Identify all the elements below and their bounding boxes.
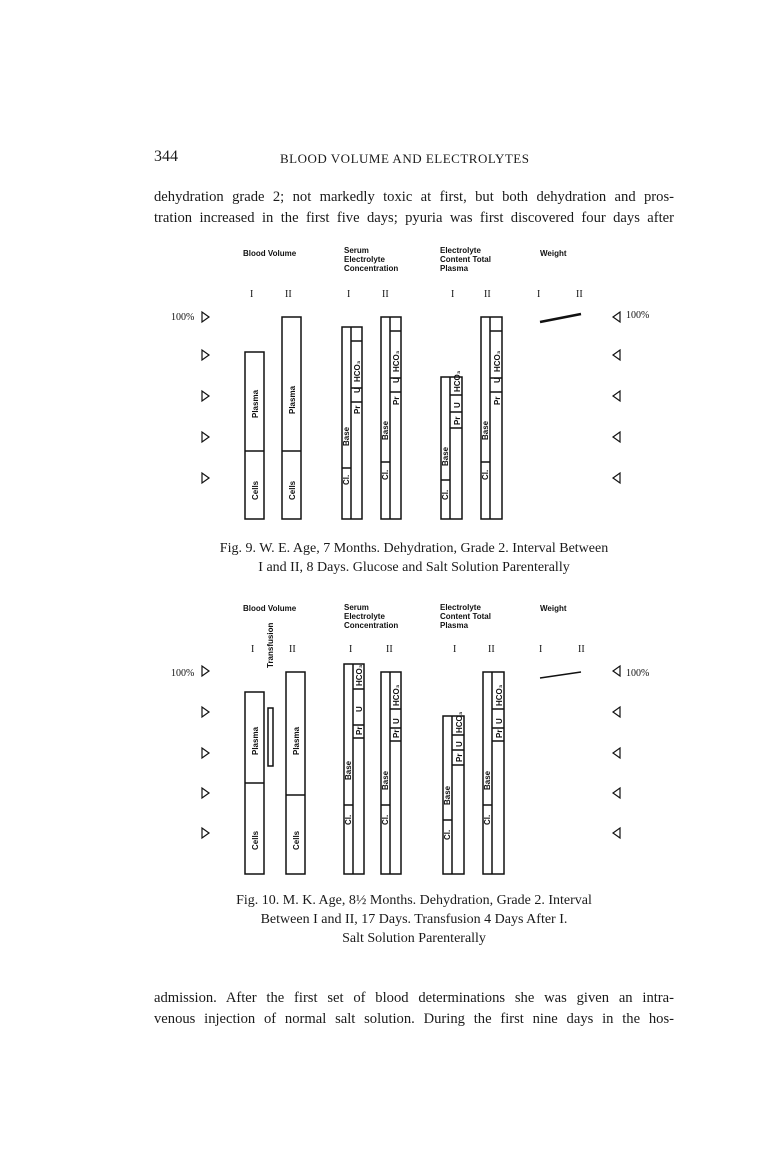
fig9-cl-label: Cl. (441, 489, 450, 500)
fig9-roman-1: I (537, 289, 541, 300)
fig10-cl-label: Cl. (344, 814, 353, 825)
fig10-hdr-elec-1: Electrolyte (440, 603, 481, 612)
page-number: 344 (154, 148, 178, 165)
fig9-cells-label: Cells (251, 480, 260, 500)
fig10-cl-label: Cl. (443, 829, 452, 840)
fig9-hdr-elec-2: Content Total (440, 255, 491, 264)
fig10-hdr-elec-3: Plasma (440, 621, 469, 630)
fig9-hco3-label: HCO₃ (493, 350, 502, 372)
fig10-pct-right: 100% (626, 668, 650, 679)
fig9-roman-1: I (347, 289, 351, 300)
fig9-caption-line1: Fig. 9. W. E. Age, 7 Months. Dehydration, Grade 2. Interval Between (219, 541, 609, 556)
paragraph-line: tration increased in the first five days; pyuria was first discovered four days after (154, 210, 674, 226)
left-marker-icon (202, 312, 209, 322)
fig9-u-label: U (493, 377, 502, 383)
fig9-base-label: Base (342, 426, 351, 446)
fig9-base-label: Base (441, 446, 450, 466)
fig9-hdr-weight: Weight (540, 249, 567, 258)
fig10-hco3-label: HCO₃ (355, 664, 364, 686)
fig10-base-label: Base (344, 760, 353, 780)
fig9-hco3-label: HCO₃ (353, 360, 362, 382)
fig9-pct-left: 100% (171, 312, 195, 323)
fig10-hco3-label: HCO₃ (392, 684, 401, 706)
fig10-weight-line (540, 672, 581, 678)
fig10-caption-line2: Between I and II, 17 Days. Transfusion 4 Days After I. (260, 912, 568, 927)
fig10-base-label: Base (381, 770, 390, 790)
right-marker-icon (613, 312, 620, 322)
fig10-transfusion-label: Transfusion (266, 622, 275, 668)
fig10-transfusion-bar (268, 708, 273, 766)
fig9-pr-label: Pr (453, 416, 462, 425)
fig10-hco3-label: HCO₃ (495, 684, 504, 706)
fig9-roman-2: II (285, 289, 292, 300)
fig10-pr-label: Pr (392, 729, 401, 738)
left-marker-icon (202, 748, 209, 758)
fig9-weight-line (540, 314, 581, 322)
fig9-hdr-elec-3: Plasma (440, 264, 469, 273)
fig10-hdr-serum-2: Electrolyte (344, 612, 385, 621)
fig9-roman-2: II (382, 289, 389, 300)
fig9-base-label: Base (481, 420, 490, 440)
figure-10 (0, 596, 757, 886)
fig9-hdr-elec-1: Electrolyte (440, 246, 481, 255)
fig9-hdr-serum-2: Electrolyte (344, 255, 385, 264)
fig10-roman-1: I (453, 644, 457, 655)
fig9-elec-bar-2 (481, 317, 502, 519)
paragraph-line: admission. After the first set of blood determinations she was given an intra- (154, 990, 674, 1006)
fig10-roman-2: II (289, 644, 296, 655)
paragraph-line: venous injection of normal salt solution. During the first nine days in the hos- (154, 1011, 674, 1027)
fig9-u-label: U (353, 387, 362, 393)
fig10-cl-label: Cl. (381, 814, 390, 825)
fig10-pr-label: Pr (495, 729, 504, 738)
fig10-plasma-label: Plasma (292, 726, 301, 755)
right-marker-icon (613, 748, 620, 758)
fig10-roman-2: II (386, 644, 393, 655)
left-marker-icon (202, 707, 209, 717)
fig9-plasma-label: Plasma (288, 385, 297, 414)
fig9-cl-label: Cl. (342, 474, 351, 485)
fig9-serum-bar-2 (381, 317, 401, 519)
fig10-cl-label: Cl. (483, 814, 492, 825)
fig10-pct-left: 100% (171, 668, 195, 679)
fig9-plasma-label: Plasma (251, 389, 260, 418)
right-marker-icon (613, 666, 620, 676)
right-marker-icon (613, 828, 620, 838)
fig10-u-label: U (495, 718, 504, 724)
right-marker-icon (613, 707, 620, 717)
fig10-roman-2: II (578, 644, 585, 655)
fig10-hdr-serum-1: Serum (344, 603, 369, 612)
fig9-roman-1: I (250, 289, 254, 300)
fig9-u-label: U (453, 402, 462, 408)
left-marker-icon (202, 788, 209, 798)
fig9-u-label: U (392, 377, 401, 383)
fig10-hdr-serum-3: Concentration (344, 621, 399, 630)
fig10-hco3-label: HCO₃ (455, 711, 464, 733)
fig10-u-label: U (355, 706, 364, 712)
fig9-caption-line2: I and II, 8 Days. Glucose and Salt Solution Parenterally (258, 560, 570, 575)
fig10-pr-label: Pr (455, 753, 464, 762)
right-marker-icon (613, 350, 620, 360)
fig9-roman-1: I (451, 289, 455, 300)
fig9-pr-label: Pr (392, 396, 401, 405)
paragraph-line: dehydration grade 2; not markedly toxic at first, but both dehydration and pros- (154, 189, 674, 205)
fig9-pct-right: 100% (626, 310, 650, 321)
fig9-cells-label: Cells (288, 480, 297, 500)
fig10-hdr-weight: Weight (540, 604, 567, 613)
fig9-roman-2: II (484, 289, 491, 300)
fig10-plasma-label: Plasma (251, 726, 260, 755)
fig10-cells-label: Cells (251, 830, 260, 850)
fig9-roman-2: II (576, 289, 583, 300)
fig10-base-label: Base (443, 785, 452, 805)
fig10-pr-label: Pr (355, 726, 364, 735)
fig9-hdr-blood-volume: Blood Volume (243, 249, 297, 258)
fig10-caption-line3: Salt Solution Parenterally (342, 931, 486, 946)
running-title: BLOOD VOLUME AND ELECTROLYTES (280, 151, 530, 166)
fig10-roman-2: II (488, 644, 495, 655)
right-marker-icon (613, 788, 620, 798)
left-marker-icon (202, 828, 209, 838)
fig10-u-label: U (392, 718, 401, 724)
fig10-u-label: U (455, 741, 464, 747)
fig9-cl-label: Cl. (481, 469, 490, 480)
left-marker-icon (202, 473, 209, 483)
fig10-roman-1: I (349, 644, 353, 655)
fig9-hdr-serum-1: Serum (344, 246, 369, 255)
fig9-hco3-label: HCO₃ (392, 350, 401, 372)
right-marker-icon (613, 473, 620, 483)
right-marker-icon (613, 391, 620, 401)
fig9-pr-label: Pr (493, 396, 502, 405)
left-marker-icon (202, 666, 209, 676)
left-marker-icon (202, 391, 209, 401)
fig10-roman-1: I (539, 644, 543, 655)
fig10-hdr-blood-volume: Blood Volume (243, 604, 297, 613)
fig9-hco3-label: HCO₃ (453, 370, 462, 392)
fig9-cl-label: Cl. (381, 469, 390, 480)
right-marker-icon (613, 432, 620, 442)
fig9-pr-label: Pr (353, 405, 362, 414)
fig10-roman-1: I (251, 644, 255, 655)
fig10-caption-line1: Fig. 10. M. K. Age, 8½ Months. Dehydration, Grade 2. Interval (236, 893, 592, 908)
left-marker-icon (202, 432, 209, 442)
fig9-base-label: Base (381, 420, 390, 440)
fig10-cells-label: Cells (292, 830, 301, 850)
fig9-hdr-serum-3: Concentration (344, 264, 399, 273)
fig10-base-label: Base (483, 770, 492, 790)
fig10-hdr-elec-2: Content Total (440, 612, 491, 621)
figure-9 (0, 240, 757, 535)
left-marker-icon (202, 350, 209, 360)
fig9-serum-bar-1 (342, 327, 362, 519)
